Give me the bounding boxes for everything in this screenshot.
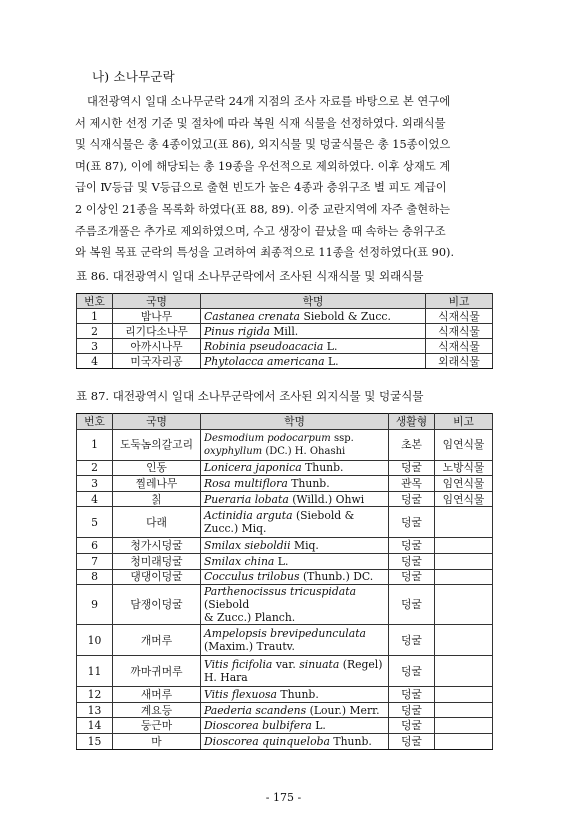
author: H. Hara	[204, 671, 248, 685]
header-korean-name: 국명	[113, 294, 201, 309]
cell-number: 4	[77, 354, 113, 369]
cell-korean-name: 댕댕이덩굴	[113, 569, 201, 585]
cell-life-form: 덩굴	[389, 569, 435, 585]
subspecies-marker: ssp.	[333, 432, 354, 444]
genus-species: Ampelopsis brevipedunculata	[204, 627, 366, 641]
table-header-row	[77, 414, 493, 430]
cell-note: 임연식물	[435, 476, 493, 492]
cell-note	[435, 538, 493, 554]
header-number: 번호	[77, 414, 113, 430]
genus-species: Vitis ficifolia	[204, 658, 273, 672]
genus-species: Phytolacca americana	[204, 354, 325, 368]
cell-number: 1	[77, 309, 113, 324]
paragraph-line: 급이 Ⅳ등급 및 Ⅴ등급으로 출현 빈도가 높은 4종과 층위구조 별 피도 계급이	[75, 181, 447, 195]
cell-number: 8	[77, 569, 113, 585]
cell-korean-name: 청미래덩굴	[113, 553, 201, 569]
genus-species: Pueraria lobata	[204, 492, 289, 506]
paragraph-line: 2 이상인 21종을 목록화 하였다(표 88, 89). 이중 교란지역에 자주 출현하는	[75, 202, 451, 216]
table-row	[77, 491, 493, 507]
cell-scientific-name	[201, 460, 389, 476]
cell-life-form: 덩굴	[389, 656, 435, 687]
cell-note: 식재식물	[426, 324, 493, 339]
cell-number: 14	[77, 718, 113, 734]
genus-species: Dioscorea quinqueloba	[204, 734, 330, 748]
cell-korean-name: 청가시덩굴	[113, 538, 201, 554]
cell-scientific-name	[201, 507, 389, 538]
author: (Willd.) Ohwi	[292, 492, 365, 506]
cell-note: 식재식물	[426, 309, 493, 324]
table-row	[77, 656, 493, 687]
cell-korean-name: 찔레나무	[113, 476, 201, 492]
genus-species: Pinus rigida	[204, 324, 270, 338]
header-number: 번호	[77, 294, 113, 309]
genus-species: Actinidia arguta	[204, 509, 293, 523]
cell-note	[435, 625, 493, 656]
cell-life-form: 관목	[389, 476, 435, 492]
table-row	[77, 429, 493, 460]
cell-number: 3	[77, 476, 113, 492]
cell-life-form: 덩굴	[389, 702, 435, 718]
cell-note: 임연식물	[435, 491, 493, 507]
table-86	[76, 293, 493, 369]
table-header-row	[77, 294, 493, 309]
table-row	[77, 324, 493, 339]
cell-korean-name: 다래	[113, 507, 201, 538]
cell-scientific-name	[201, 429, 389, 460]
section-heading: 나) 소나무군락	[92, 69, 175, 84]
genus-species: Paederia scandens	[204, 703, 307, 717]
author: (Siebold &	[295, 509, 355, 523]
header-korean-name: 국명	[113, 414, 201, 430]
cell-korean-name: 담쟁이덩굴	[113, 585, 201, 625]
genus-species: Rosa multiflora	[204, 476, 288, 490]
cell-note	[435, 687, 493, 703]
paragraph-line: 대전광역시 일대 소나무군락 24개 지점의 조사 자료를 바탕으로 본 연구에	[87, 95, 451, 108]
table-row	[77, 718, 493, 734]
cell-life-form: 덩굴	[389, 733, 435, 749]
table-row	[77, 553, 493, 569]
table-row	[77, 476, 493, 492]
cell-korean-name: 까마귀머루	[113, 656, 201, 687]
table-row	[77, 309, 493, 324]
cell-number: 7	[77, 553, 113, 569]
author: Thunb.	[305, 461, 344, 475]
cell-number: 6	[77, 538, 113, 554]
cell-number: 1	[77, 429, 113, 460]
cell-number: 9	[77, 585, 113, 625]
cell-number: 5	[77, 507, 113, 538]
table-row	[77, 538, 493, 554]
paragraph-line: 와 복원 목표 군락의 특성을 고려하여 최종적으로 11종을 선정하였다(표 90).	[75, 246, 455, 260]
cell-note: 식재식물	[426, 339, 493, 354]
cell-life-form: 덩굴	[389, 553, 435, 569]
cell-note	[435, 553, 493, 569]
cell-korean-name: 새머루	[113, 687, 201, 703]
cell-life-form: 덩굴	[389, 585, 435, 625]
author: Thunb.	[291, 476, 330, 490]
cell-scientific-name	[201, 687, 389, 703]
genus-species: Parthenocissus tricuspidata	[204, 585, 357, 599]
genus-species: Smilax sieboldii	[204, 539, 291, 553]
author: Mill.	[273, 324, 299, 338]
cell-number: 3	[77, 339, 113, 354]
table-row	[77, 702, 493, 718]
table-row	[77, 569, 493, 585]
genus-species: Castanea crenata	[204, 309, 300, 323]
author: (Thunb.) DC.	[302, 570, 374, 584]
table-row	[77, 507, 493, 538]
cell-note: 임연식물	[435, 429, 493, 460]
genus-species: Vitis flexuosa	[204, 687, 277, 701]
cell-scientific-name	[201, 309, 426, 324]
cell-korean-name: 도둑놈의갈고리	[113, 429, 201, 460]
cell-life-form: 덩굴	[389, 687, 435, 703]
cell-number: 12	[77, 687, 113, 703]
cell-note	[435, 656, 493, 687]
body-paragraph	[75, 91, 502, 264]
cell-scientific-name	[201, 585, 389, 625]
cell-korean-name: 아까시나무	[113, 339, 201, 354]
table-row	[77, 354, 493, 369]
cell-note: 외래식물	[426, 354, 493, 369]
author: Thunb.	[333, 734, 372, 748]
cell-scientific-name	[201, 569, 389, 585]
cell-scientific-name	[201, 354, 426, 369]
cell-korean-name: 리기다소나무	[113, 324, 201, 339]
cell-number: 2	[77, 324, 113, 339]
author: L.	[315, 719, 326, 733]
cell-life-form: 덩굴	[389, 538, 435, 554]
cell-number: 10	[77, 625, 113, 656]
genus-species: Smilax china	[204, 554, 275, 568]
cell-life-form: 덩굴	[389, 460, 435, 476]
author: Thunb.	[280, 687, 319, 701]
cell-note	[435, 507, 493, 538]
cell-note: 노방식물	[435, 460, 493, 476]
cell-scientific-name	[201, 553, 389, 569]
cell-note	[435, 569, 493, 585]
table-row	[77, 687, 493, 703]
genus-species: Desmodium podocarpum	[204, 432, 331, 444]
cell-note	[435, 718, 493, 734]
genus-species: Dioscorea bulbifera	[204, 719, 312, 733]
table-87	[76, 413, 493, 750]
cell-life-form: 덩굴	[389, 718, 435, 734]
cell-number: 11	[77, 656, 113, 687]
header-scientific-name: 학명	[201, 294, 426, 309]
variety-epithet: sinuata	[299, 658, 340, 672]
table-row	[77, 625, 493, 656]
table-row	[77, 460, 493, 476]
author: L.	[328, 354, 339, 368]
author: L.	[326, 339, 338, 353]
cell-note	[435, 733, 493, 749]
author: (Maxim.) Trautv.	[204, 640, 295, 654]
header-scientific-name: 학명	[201, 414, 389, 430]
genus-species: Robinia pseudoacacia	[204, 339, 324, 353]
paragraph-line: 주름조개풀은 추가로 제외하였으며, 수고 생장이 끝났을 때 속하는 층위구조	[75, 224, 446, 238]
author: Miq.	[294, 539, 319, 553]
paragraph-line: 서 제시한 선정 기준 및 절차에 따라 복원 식재 식물을 선정하였다. 외래식물	[75, 116, 446, 130]
cell-korean-name: 미국자리공	[113, 354, 201, 369]
cell-scientific-name	[201, 491, 389, 507]
table-87-caption: 표 87. 대전광역시 일대 소나무군락에서 조사된 외지식물 및 덩굴식물	[76, 389, 424, 403]
cell-scientific-name	[201, 339, 426, 354]
header-note: 비고	[435, 414, 493, 430]
genus-species: Cocculus trilobus	[204, 570, 300, 584]
cell-scientific-name	[201, 625, 389, 656]
header-life-form: 생활형	[389, 414, 435, 430]
author: (Lour.) Merr.	[309, 703, 380, 717]
author: Siebold & Zucc.	[303, 309, 391, 323]
table-86-caption: 표 86. 대전광역시 일대 소나무군락에서 조사된 식재식물 및 외래식물	[76, 269, 424, 283]
cell-scientific-name	[201, 476, 389, 492]
table-row	[77, 339, 493, 354]
cell-life-form: 덩굴	[389, 491, 435, 507]
cell-scientific-name	[201, 324, 426, 339]
header-note: 비고	[426, 294, 493, 309]
cell-scientific-name	[201, 733, 389, 749]
cell-note	[435, 585, 493, 625]
author: var.	[275, 658, 296, 672]
cell-scientific-name	[201, 718, 389, 734]
author: L.	[277, 554, 289, 568]
table-row	[77, 733, 493, 749]
cell-note	[435, 702, 493, 718]
author: (Regel)	[342, 658, 383, 672]
cell-number: 2	[77, 460, 113, 476]
cell-scientific-name	[201, 702, 389, 718]
author: & Zucc.) Planch.	[204, 611, 296, 625]
cell-korean-name: 칡	[113, 491, 201, 507]
subspecies-epithet: oxyphyllum	[204, 445, 263, 457]
cell-scientific-name	[201, 538, 389, 554]
cell-korean-name: 마	[113, 733, 201, 749]
author: (DC.) H. Ohashi	[265, 445, 346, 457]
cell-korean-name: 밤나무	[113, 309, 201, 324]
cell-life-form: 덩굴	[389, 625, 435, 656]
genus-species: Lonicera japonica	[204, 461, 302, 475]
paragraph-line: 며(표 87), 이에 해당되는 총 19종을 우선적으로 제외하였다. 이후 상재도 계	[75, 159, 451, 173]
cell-korean-name: 계요등	[113, 702, 201, 718]
cell-life-form: 덩굴	[389, 507, 435, 538]
table-row	[77, 585, 493, 625]
cell-korean-name: 인동	[113, 460, 201, 476]
page-number: - 175 -	[265, 791, 302, 804]
author: (Siebold	[204, 598, 250, 612]
author: Zucc.) Miq.	[204, 522, 267, 536]
cell-korean-name: 둥근마	[113, 718, 201, 734]
cell-korean-name: 개머루	[113, 625, 201, 656]
cell-number: 4	[77, 491, 113, 507]
cell-number: 13	[77, 702, 113, 718]
cell-life-form: 초본	[389, 429, 435, 460]
cell-number: 15	[77, 733, 113, 749]
paragraph-line: 및 식재식물은 총 4종이었고(표 86), 외지식물 및 덩굴식물은 총 15종이었으	[75, 138, 451, 152]
cell-scientific-name	[201, 656, 389, 687]
